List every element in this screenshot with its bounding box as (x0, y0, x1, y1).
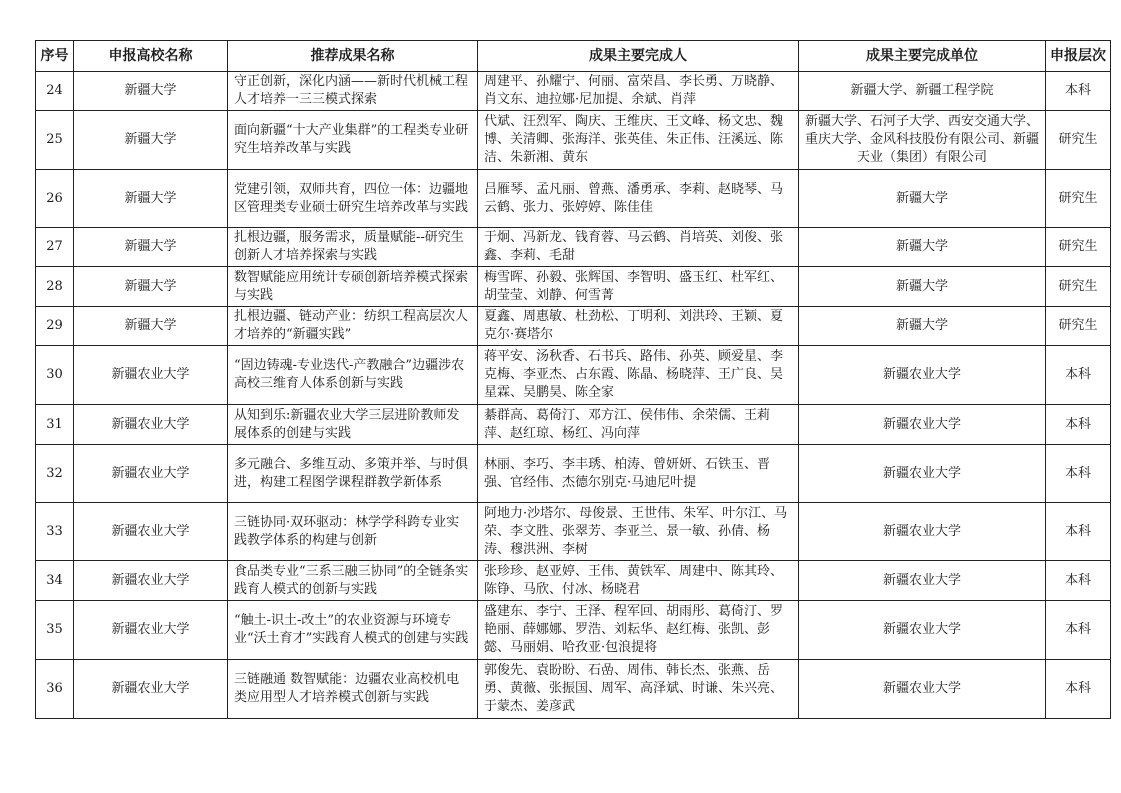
cell-unit: 新疆大学、新疆工程学院 (799, 72, 1046, 111)
cell-people: 蒋平安、汤秋香、石书兵、路伟、孙英、顾爱星、李克梅、李亚杰、占东霞、陈晶、杨晓萍、王广良、吴星霖、吴鹏昊、陈全家 (478, 346, 799, 405)
cell-people: 周建平、孙耀宁、何丽、富荣昌、李长勇、万晓静、肖文东、迪拉娜·尼加提、余斌、肖萍 (478, 72, 799, 111)
cell-unit: 新疆大学 (799, 170, 1046, 228)
cell-level: 研究生 (1046, 111, 1111, 170)
cell-people: 张珍珍、赵亚婷、王伟、黄铁军、周建中、陈其玲、陈铮、马欣、付冰、杨晓君 (478, 561, 799, 601)
cell-title: 从知到乐:新疆农业大学三层进阶教师发展体系的创建与实践 (228, 405, 478, 445)
cell-unit: 新疆农业大学 (799, 561, 1046, 601)
cell-unit: 新疆农业大学 (799, 445, 1046, 503)
cell-title: 面向新疆“十大产业集群”的工程类专业研究生培养改革与实践 (228, 111, 478, 170)
cell-title: 守正创新，深化内涵——新时代机械工程人才培养一三三模式探索 (228, 72, 478, 111)
table-row (36, 561, 1111, 601)
table-row (36, 307, 1111, 346)
table-row (36, 267, 1111, 307)
cell-people: 吕雁琴、孟凡丽、曾燕、潘勇承、李莉、赵晓琴、马云鹤、张力、张婷婷、陈佳佳 (478, 170, 799, 228)
cell-title: 食品类专业“三系三融三协同”的全链条实践育人模式的创新与实践 (228, 561, 478, 601)
cell-people: 郭俊先、袁盼盼、石嵒、周伟、韩长杰、张燕、岳勇、黄薇、张振国、周军、高泽斌、时谦、朱兴亮、于蒙杰、姜彦武 (478, 660, 799, 719)
cell-level: 研究生 (1046, 170, 1111, 228)
cell-school: 新疆大学 (74, 267, 228, 307)
cell-serial: 25 (36, 111, 74, 170)
cell-people: 梅雪晖、孙毅、张辉国、李智明、盛玉红、杜军红、胡莹莹、刘静、何雪菁 (478, 267, 799, 307)
header-level: 申报层次 (1046, 41, 1111, 72)
cell-unit: 新疆大学 (799, 228, 1046, 267)
cell-unit: 新疆农业大学 (799, 601, 1046, 660)
cell-level: 本科 (1046, 561, 1111, 601)
cell-serial: 26 (36, 170, 74, 228)
cell-people: 阿地力·沙塔尔、母俊景、王世伟、朱军、叶尔江、马荣、李文胜、张翠芳、李亚兰、景一敏、孙倩、杨涛、穆洪洲、李树 (478, 503, 799, 561)
cell-title: 多元融合、多维互动、多策并举、与时俱进，构建工程图学课程群教学新体系 (228, 445, 478, 503)
cell-school: 新疆农业大学 (74, 561, 228, 601)
cell-unit: 新疆农业大学 (799, 660, 1046, 719)
cell-unit: 新疆农业大学 (799, 405, 1046, 445)
cell-level: 本科 (1046, 660, 1111, 719)
cell-serial: 29 (36, 307, 74, 346)
cell-title: 党建引领，双师共育，四位一体：边疆地区管理类专业硕士研究生培养改革与实践 (228, 170, 478, 228)
cell-school: 新疆大学 (74, 228, 228, 267)
table-row (36, 72, 1111, 111)
cell-school: 新疆大学 (74, 111, 228, 170)
cell-title: “固边铸魂-专业迭代-产教融合”边疆涉农高校三维育人体系创新与实践 (228, 346, 478, 405)
cell-school: 新疆农业大学 (74, 601, 228, 660)
cell-people: 林丽、李巧、李丰琇、柏涛、曾妍妍、石铁玉、晋强、官经伟、杰德尔别克·马迪尼叶提 (478, 445, 799, 503)
cell-level: 研究生 (1046, 228, 1111, 267)
cell-serial: 31 (36, 405, 74, 445)
header-people: 成果主要完成人 (478, 41, 799, 72)
cell-title: 数智赋能应用统计专硕创新培养模式探索与实践 (228, 267, 478, 307)
cell-people: 綦群高、葛倚汀、邓方江、侯伟伟、余荣儒、王莉萍、赵红琼、杨红、冯向萍 (478, 405, 799, 445)
cell-school: 新疆农业大学 (74, 445, 228, 503)
cell-level: 本科 (1046, 405, 1111, 445)
table-row (36, 405, 1111, 445)
cell-serial: 24 (36, 72, 74, 111)
cell-level: 本科 (1046, 503, 1111, 561)
cell-level: 研究生 (1046, 267, 1111, 307)
table-row (36, 601, 1111, 660)
cell-serial: 32 (36, 445, 74, 503)
cell-people: 于炯、冯新龙、钱育蓉、马云鹤、肖培英、刘俊、张鑫、李莉、毛甜 (478, 228, 799, 267)
table-row (36, 170, 1111, 228)
table-row (36, 111, 1111, 170)
cell-unit: 新疆大学、石河子大学、西安交通大学、重庆大学、金风科技股份有限公司、新疆天业（集团）有限公司 (799, 111, 1046, 170)
header-title: 推荐成果名称 (228, 41, 478, 72)
cell-school: 新疆农业大学 (74, 503, 228, 561)
achievement-table (35, 40, 1111, 719)
cell-serial: 36 (36, 660, 74, 719)
cell-school: 新疆大学 (74, 170, 228, 228)
cell-school: 新疆农业大学 (74, 346, 228, 405)
cell-serial: 28 (36, 267, 74, 307)
cell-unit: 新疆农业大学 (799, 346, 1046, 405)
header-school: 申报高校名称 (74, 41, 228, 72)
cell-title: 扎根边疆、链动产业：纺织工程高层次人才培养的“新疆实践” (228, 307, 478, 346)
cell-serial: 35 (36, 601, 74, 660)
cell-school: 新疆大学 (74, 307, 228, 346)
table-row (36, 228, 1111, 267)
cell-unit: 新疆大学 (799, 307, 1046, 346)
cell-people: 盛建东、李宁、王泽、程军回、胡雨彤、葛倚汀、罗艳丽、薛娜娜、罗浩、刘耘华、赵红梅、张凯、彭懿、马丽娟、哈孜亚·包浪提将 (478, 601, 799, 660)
cell-level: 本科 (1046, 601, 1111, 660)
cell-serial: 27 (36, 228, 74, 267)
cell-level: 研究生 (1046, 307, 1111, 346)
cell-unit: 新疆农业大学 (799, 503, 1046, 561)
table-row (36, 346, 1111, 405)
cell-school: 新疆大学 (74, 72, 228, 111)
header-unit: 成果主要完成单位 (799, 41, 1046, 72)
cell-unit: 新疆大学 (799, 267, 1046, 307)
cell-title: 三链协同·双环驱动：林学学科跨专业实践教学体系的构建与创新 (228, 503, 478, 561)
cell-title: 三链融通 数智赋能：边疆农业高校机电类应用型人才培养模式创新与实践 (228, 660, 478, 719)
cell-school: 新疆农业大学 (74, 660, 228, 719)
cell-people: 代斌、汪烈军、陶庆、王维庆、王文峰、杨文忠、魏博、关清卿、张海洋、张英佳、朱正伟、汪溪远、陈洁、朱新湘、黄东 (478, 111, 799, 170)
cell-level: 本科 (1046, 346, 1111, 405)
cell-serial: 34 (36, 561, 74, 601)
cell-title: 扎根边疆，服务需求，质量赋能--研究生创新人才培养探索与实践 (228, 228, 478, 267)
cell-serial: 30 (36, 346, 74, 405)
cell-title: “触土-识土-改土”的农业资源与环境专业“沃土育才”实践育人模式的创建与实践 (228, 601, 478, 660)
cell-level: 本科 (1046, 445, 1111, 503)
table-row (36, 503, 1111, 561)
cell-school: 新疆农业大学 (74, 405, 228, 445)
table-header-row (36, 41, 1111, 72)
cell-people: 夏鑫、周惠敏、杜劲松、丁明利、刘洪玲、王颖、夏克尔·赛塔尔 (478, 307, 799, 346)
table-row (36, 660, 1111, 719)
header-serial: 序号 (36, 41, 74, 72)
cell-level: 本科 (1046, 72, 1111, 111)
cell-serial: 33 (36, 503, 74, 561)
table-row (36, 445, 1111, 503)
